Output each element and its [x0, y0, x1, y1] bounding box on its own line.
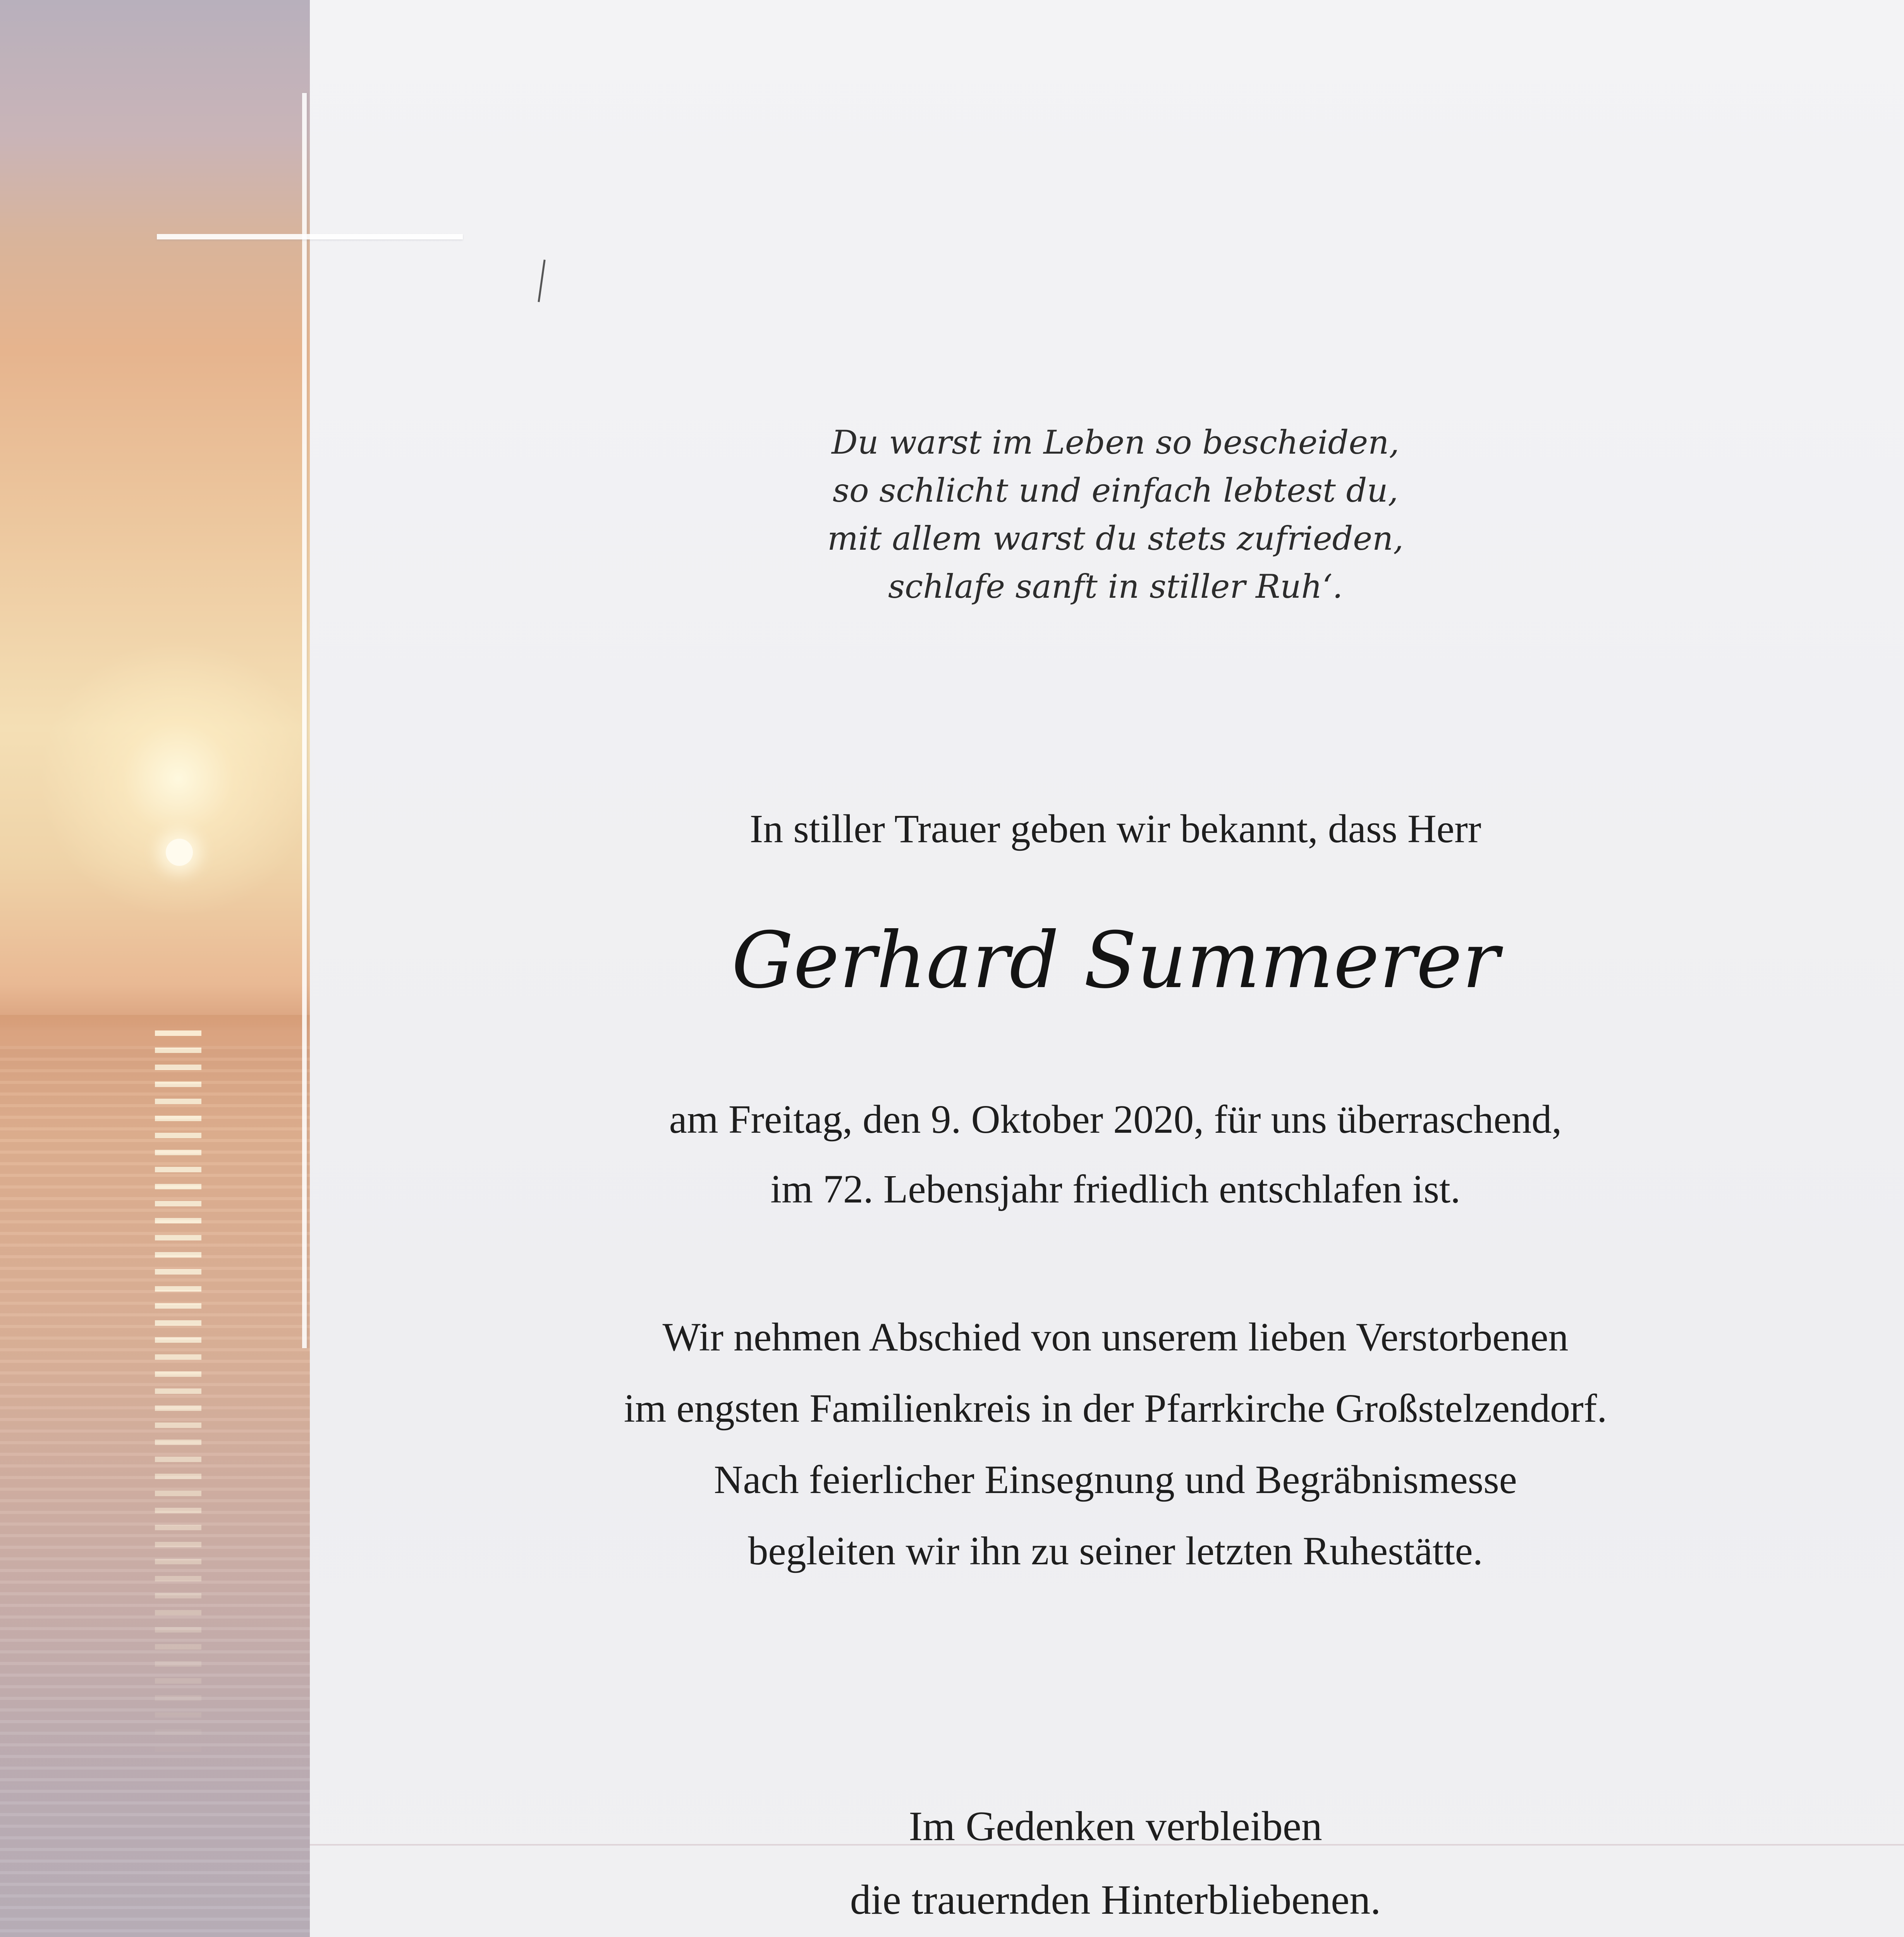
horizon-line [0, 1015, 310, 1030]
closing-line: Im Gedenken verbleiben [909, 1803, 1322, 1849]
announcement-intro: In stiller Trauer geben wir bekannt, dass Herr [749, 807, 1481, 851]
poem [503, 418, 1727, 611]
ceremony-text [503, 1302, 1727, 1587]
poem-line: so schlicht und einfach lebtest du, [832, 471, 1399, 509]
scan-mark [538, 260, 545, 302]
ceremony-line: im engsten Familienkreis in der Pfarrkirche Großstelzendorf. [624, 1386, 1607, 1431]
cross-horizontal-bar [157, 234, 463, 239]
death-date-text [503, 1085, 1727, 1224]
cross-vertical-bar [302, 93, 307, 1348]
poem-line: schlafe sanft in stiller Ruh‘. [888, 568, 1343, 606]
poem-line: Du warst im Leben so bescheiden, [832, 423, 1399, 461]
sun-icon [166, 839, 193, 866]
ceremony-line: Wir nehmen Abschied von unserem lieben Verstorbenen [662, 1315, 1569, 1359]
deceased-name: Gerhard Summerer [731, 915, 1500, 1006]
closing-text [503, 1790, 1727, 1937]
sunset-sea-image [0, 0, 310, 1937]
date-line: am Freitag, den 9. Oktober 2020, für uns überraschend, [669, 1097, 1562, 1142]
sun-glow [39, 639, 318, 918]
poem-line: mit allem warst du stets zufrieden, [827, 520, 1404, 557]
ceremony-line: begleiten wir ihn zu seiner letzten Ruhestätte. [748, 1529, 1483, 1573]
ceremony-line: Nach feierlicher Einsegnung und Begräbnismesse [714, 1457, 1517, 1502]
date-line: im 72. Lebensjahr friedlich entschlafen ist. [770, 1167, 1461, 1211]
closing-line: die trauernden Hinterbliebenen. [850, 1877, 1381, 1923]
sea-waves [0, 1046, 310, 1937]
